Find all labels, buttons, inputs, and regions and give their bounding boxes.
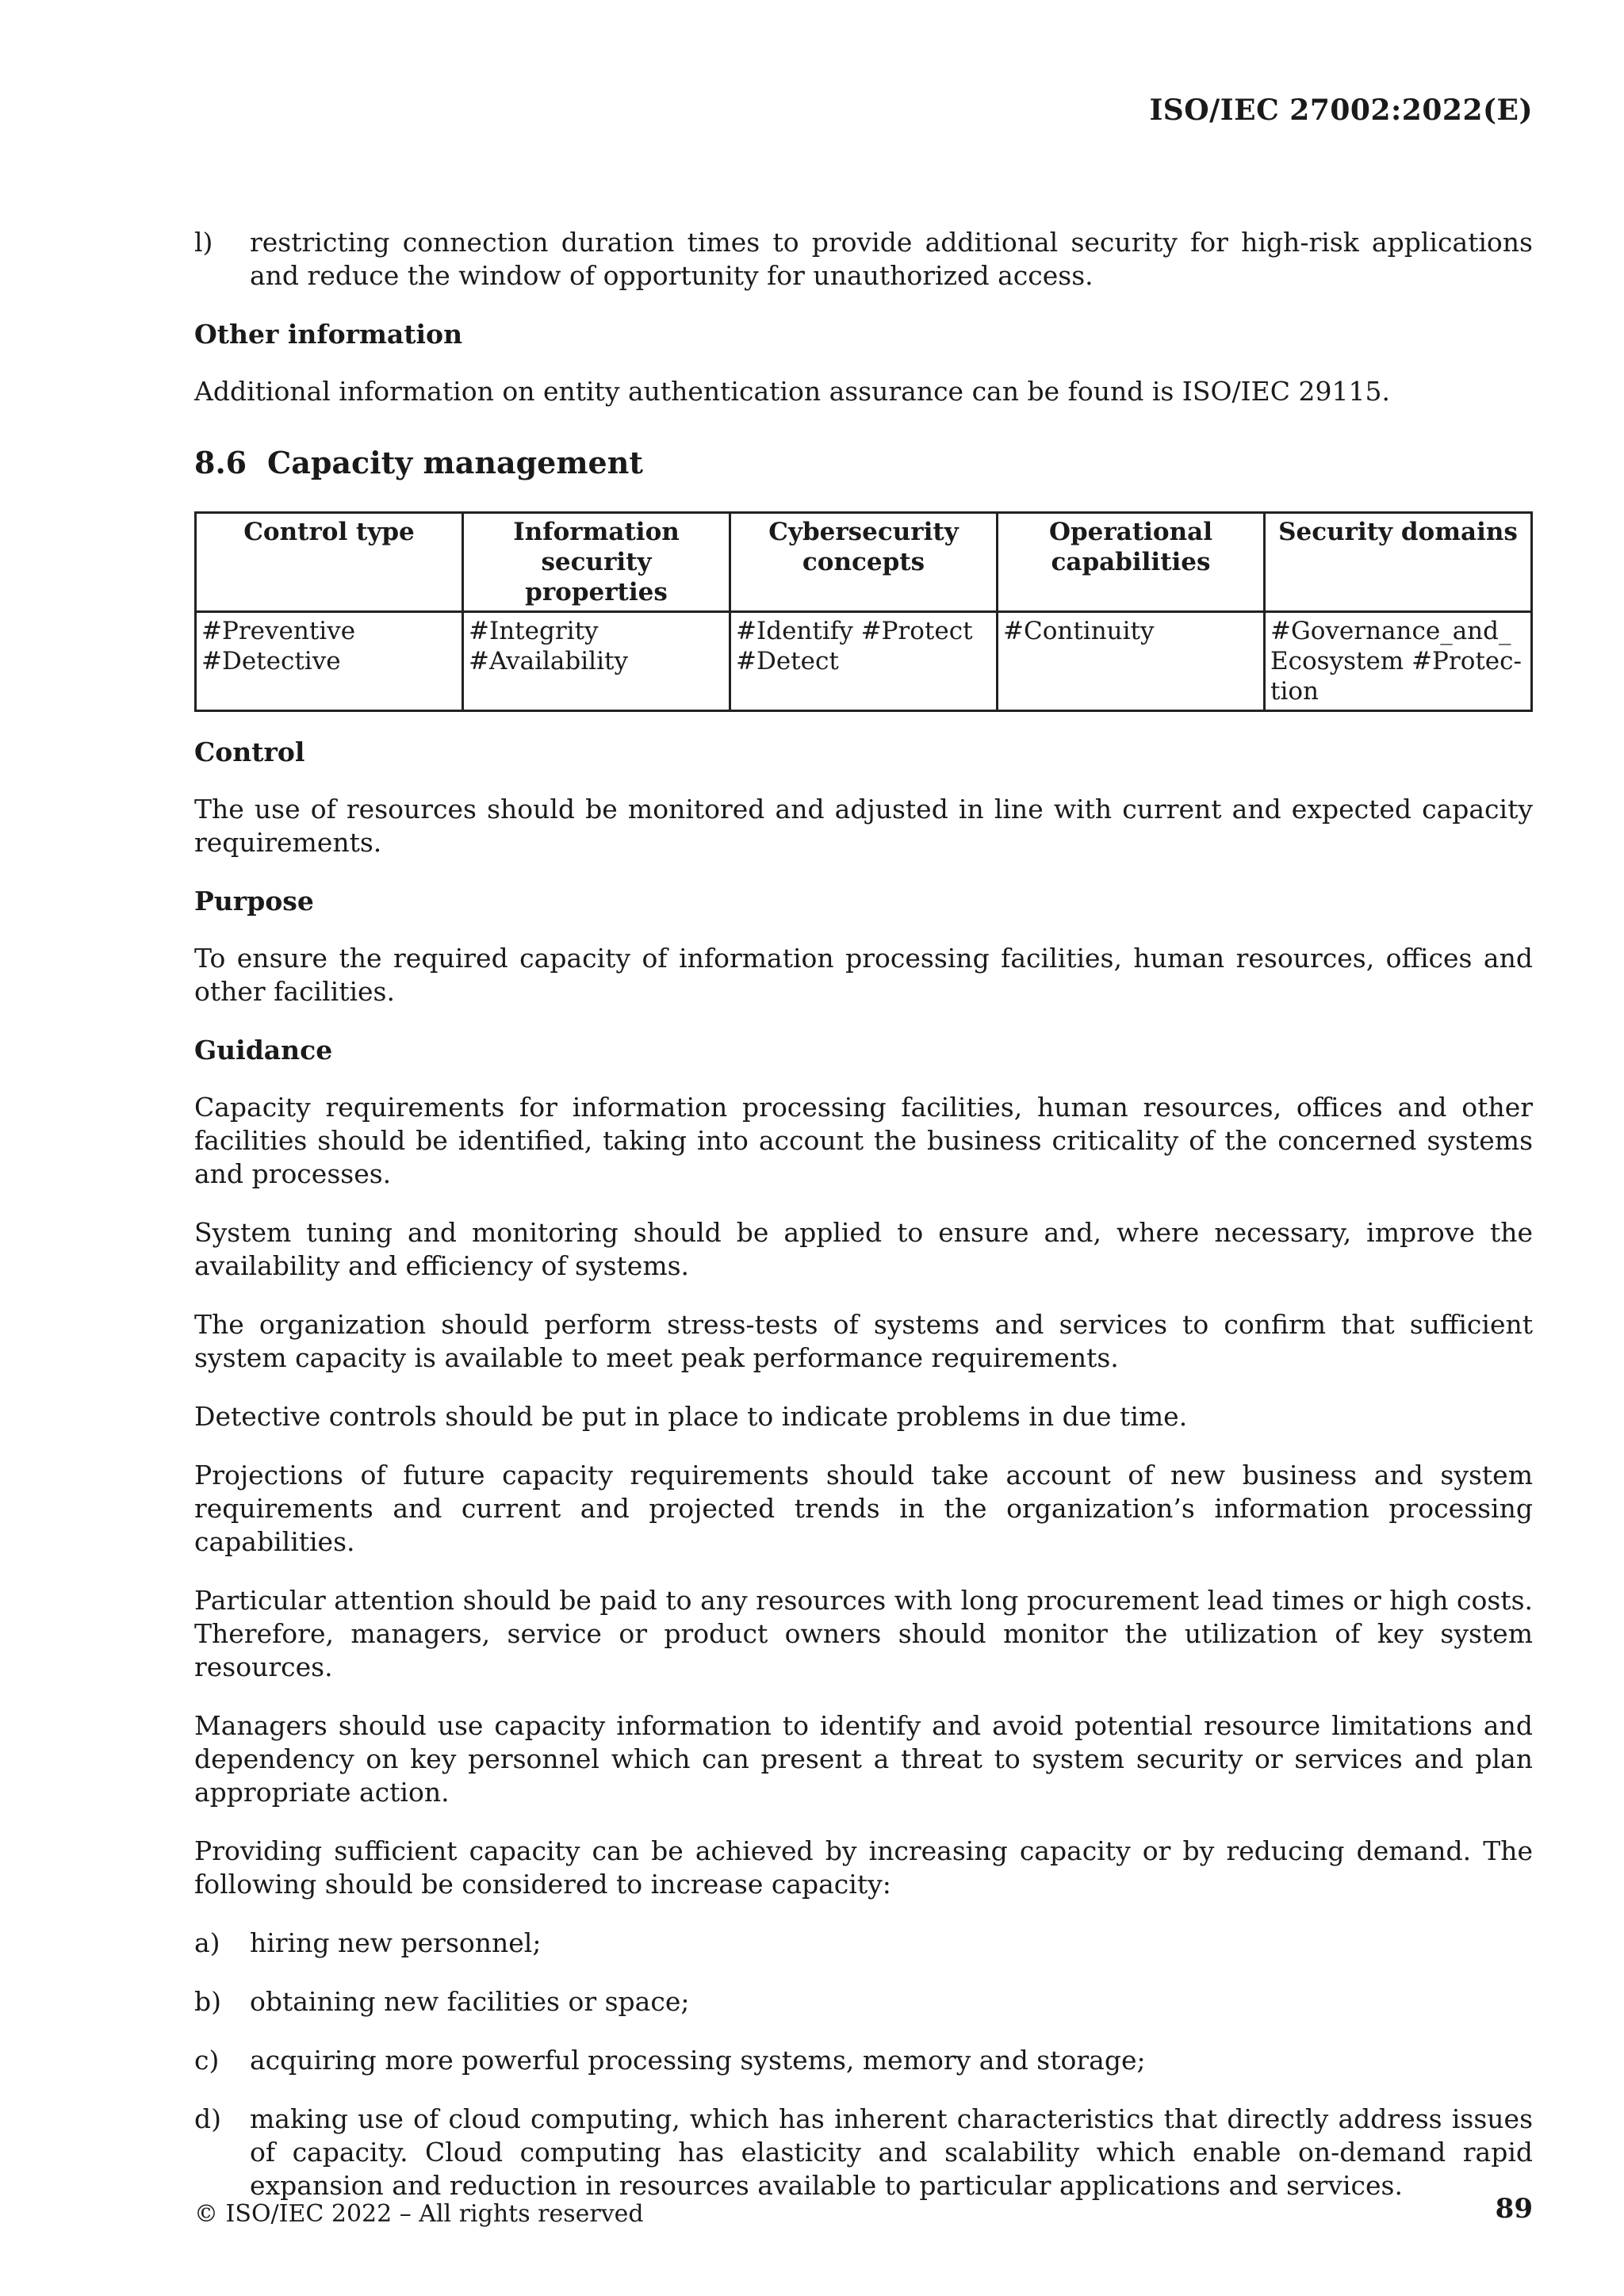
guidance-paragraph: The organization should perform stress-tests of systems and services to confirm that sufficient system capacity is available to meet peak performance requirements. (194, 1309, 1533, 1373)
table-header-cell: Operational capabilities (998, 513, 1265, 612)
copyright-notice: © ISO/IEC 2022 – All rights reserved (194, 2200, 644, 2228)
list-item (194, 2103, 1533, 2202)
table-row (196, 612, 1532, 711)
list-item-text: restricting connection duration times to provide additional security for high-risk applications and reduce the window of opportunity for unauthorized access. (250, 227, 1533, 291)
list-item-text: making use of cloud computing, which has inherent characteristics that directly address issues of capacity. Cloud computing has elasticity and scalability which enable on-demand rapid expansion and reduction in resources available to particular applications and services. (250, 2103, 1533, 2201)
list-marker: d) (194, 2103, 221, 2134)
table-cell: #Preventive #Detective (196, 612, 463, 711)
table-header-row (196, 513, 1532, 612)
guidance-paragraph: Particular attention should be paid to any resources with long procurement lead times or high costs. Therefore, managers, service or product owners should monitor the utilization of key system resources. (194, 1585, 1533, 1682)
list-item-text: hiring new personnel; (250, 1927, 542, 1958)
control-heading: Control (194, 737, 305, 767)
purpose-text: To ensure the required capacity of information processing facilities, human resources, offices and other facilities. (194, 943, 1533, 1007)
list-item (194, 2044, 1533, 2077)
list-item (194, 226, 1533, 293)
page-body (194, 226, 1533, 2228)
table-cell: #Integrity #Availability (463, 612, 730, 711)
guidance-paragraph: Managers should use capacity information to identify and avoid potential resource limitations and dependency on key personnel which can present a threat to system security or services and plan appropriate action. (194, 1710, 1533, 1808)
list-marker: l) (194, 227, 213, 258)
control-text: The use of resources should be monitored and adjusted in line with current and expected capacity requirements. (194, 794, 1533, 858)
attributes-table (194, 511, 1533, 712)
section-title-text: Capacity management (267, 445, 643, 480)
guidance-paragraph: Projections of future capacity requirements should take account of new business and system requirements and current and projected trends in the organization’s information processing capabilities. (194, 1460, 1533, 1557)
table-header-cell: Security domains (1265, 513, 1532, 612)
list-item-text: obtaining new facilities or space; (250, 1986, 690, 2017)
list-marker: b) (194, 1986, 221, 2017)
other-information-heading: Other information (194, 319, 463, 350)
list-item (194, 1927, 1533, 1960)
table-cell: #Governance_and_ Ecosystem #Protec- tion (1265, 612, 1532, 711)
guidance-paragraph: System tuning and monitoring should be applied to ensure and, where necessary, improve the availability and efficiency of systems. (194, 1217, 1533, 1281)
table-header-cell: Information security properties (463, 513, 730, 612)
document-identifier: ISO/IEC 27002:2022(E) (1149, 94, 1533, 127)
section-number: 8.6 (194, 445, 247, 480)
section-title (194, 446, 1533, 480)
list-marker: c) (194, 2045, 220, 2076)
list-item (194, 1985, 1533, 2019)
table-cell: #Identify #Protect #Detect (730, 612, 998, 711)
guidance-paragraph: Providing sufficient capacity can be achieved by increasing capacity or by reducing demand. The following should be considered to increase capacity: (194, 1835, 1533, 1900)
table-header-cell: Control type (196, 513, 463, 612)
purpose-heading: Purpose (194, 886, 314, 916)
list-item-text: acquiring more powerful processing systems, memory and storage; (250, 2045, 1146, 2076)
list-marker: a) (194, 1927, 220, 1958)
table-header-cell: Cybersecurity concepts (730, 513, 998, 612)
other-information-text: Additional information on entity authentication assurance can be found is ISO/IEC 29115. (194, 376, 1390, 407)
guidance-heading: Guidance (194, 1035, 333, 1066)
page-number: 89 (1495, 2193, 1533, 2225)
guidance-paragraph: Capacity requirements for information processing facilities, human resources, offices and other facilities should be identified, taking into account the business criticality of the concerned systems and processes. (194, 1092, 1533, 1189)
guidance-paragraph: Detective controls should be put in place to indicate problems in due time. (194, 1401, 1188, 1432)
table-cell: #Continuity (998, 612, 1265, 711)
